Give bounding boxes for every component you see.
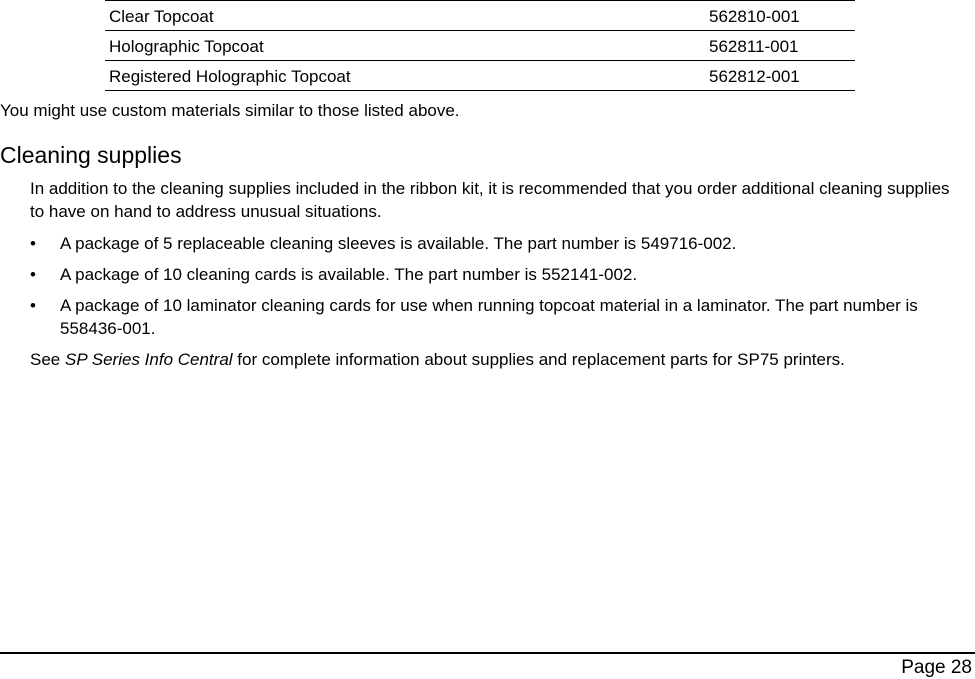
part-name-cell: Clear Topcoat: [105, 1, 709, 31]
part-number-cell: 562812-001: [709, 61, 855, 91]
see-suffix: for complete information about supplies and replacement parts for SP75 printers.: [232, 350, 845, 369]
list-item-text: A package of 10 cleaning cards is available. The part number is 552141-002.: [60, 265, 638, 284]
part-number-cell: 562810-001: [709, 1, 855, 31]
bullet-glyph: •: [30, 265, 36, 284]
see-prefix: See: [30, 350, 65, 369]
footer-rule: [0, 652, 975, 654]
part-name-cell: Holographic Topcoat: [105, 31, 709, 61]
part-name-cell: Registered Holographic Topcoat: [105, 61, 709, 91]
part-number-cell: 562811-001: [709, 31, 855, 61]
info-central-reference: SP Series Info Central: [64, 350, 233, 369]
parts-table: [105, 0, 855, 91]
list-item: [30, 263, 930, 286]
table-row: [105, 31, 855, 61]
see-also-paragraph: [30, 348, 965, 371]
table-row: [105, 61, 855, 91]
page-number: Page 28: [901, 657, 972, 678]
list-item-text: A package of 10 laminator cleaning cards for use when running topcoat material in a laminator. The part number is 558436-001.: [60, 296, 918, 338]
section-heading: Cleaning supplies: [0, 142, 182, 168]
bullet-glyph: •: [30, 296, 36, 315]
table-row: [105, 1, 855, 31]
section-paragraph: In addition to the cleaning supplies included in the ribbon kit, it is recommended that you order additional cleaning supplies to have on hand to address unusual situations.: [30, 179, 950, 221]
list-item-text: A package of 5 replaceable cleaning sleeves is available. The part number is 549716-002.: [60, 234, 737, 253]
bullet-list: [30, 232, 930, 348]
list-item: [30, 294, 930, 340]
intro-text: You might use custom materials similar to those listed above.: [0, 101, 460, 120]
list-item: [30, 232, 930, 255]
bullet-glyph: •: [30, 234, 36, 253]
